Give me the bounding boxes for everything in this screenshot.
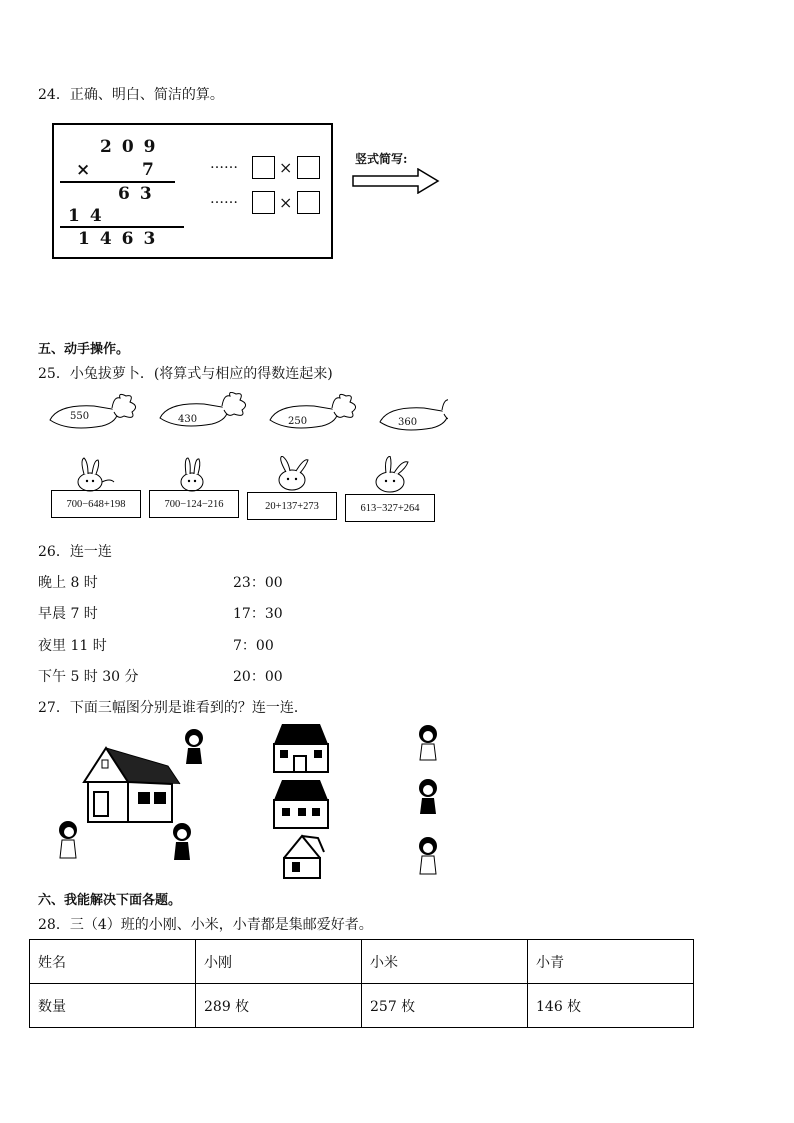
answer-box-2[interactable] — [297, 156, 320, 179]
child-icon — [419, 725, 437, 760]
mult-line-2 — [60, 226, 184, 228]
answer-box-3[interactable] — [252, 191, 275, 214]
section-5-heading: 五、动手操作。 — [38, 342, 130, 357]
house-with-children-picture — [48, 722, 228, 866]
child-icon — [185, 729, 203, 764]
partial-product-1: 63 — [118, 184, 162, 204]
mult-line-1 — [60, 181, 175, 183]
child-icon — [59, 821, 77, 858]
table-header-cell: 小米 — [362, 940, 528, 984]
right-arrow-icon — [352, 168, 440, 194]
rabbit-icon — [78, 458, 114, 491]
expression-box-3: 20+137+273 — [247, 492, 337, 520]
clock-time-1: 23：00 — [233, 575, 283, 591]
mult-result: 1463 — [78, 229, 166, 249]
table-header-cell: 小青 — [528, 940, 694, 984]
answer-box-4[interactable] — [297, 191, 320, 214]
child-icon — [419, 837, 437, 874]
mult-row2: 7 — [142, 160, 164, 180]
rabbit-icon — [376, 456, 408, 492]
time-phrase-1: 晚上 8 时 — [38, 575, 98, 591]
clock-time-4: 20：00 — [233, 669, 283, 685]
carrot-value-4: 360 — [398, 417, 418, 428]
clock-time-3: 7：00 — [233, 638, 274, 654]
arrow-label: 竖式简写: — [355, 152, 408, 166]
dots-2: …… — [210, 191, 238, 207]
q24-title: 24．正确、明白、简洁的算。 — [38, 87, 224, 103]
q27-title: 27．下面三幅图分别是谁看到的？连一连． — [38, 700, 308, 716]
q25-title: 25．小兔拔萝卜．(将算式与相应的得数连起来) — [38, 366, 333, 382]
stamp-count-table — [29, 939, 694, 1028]
expression-box-2: 700−124−216 — [149, 490, 239, 518]
answer-box-1[interactable] — [252, 156, 275, 179]
carrot-icon — [160, 392, 246, 426]
house-view-front-icon — [274, 724, 328, 772]
partial-product-2: 14 — [68, 206, 112, 226]
mult-row1: 209 — [100, 137, 166, 157]
table-cell: 289 枚 — [196, 984, 362, 1028]
table-row — [30, 984, 694, 1028]
times-1: × — [279, 158, 293, 177]
section-6-heading: 六、我能解决下面各题。 — [38, 893, 182, 908]
time-phrase-3: 夜里 11 时 — [38, 638, 107, 654]
dots-1: …… — [210, 156, 238, 172]
carrot-icon — [50, 394, 136, 428]
carrot-value-2: 430 — [178, 414, 198, 425]
carrot-value-3: 250 — [288, 416, 308, 427]
rabbit-icon — [279, 456, 308, 490]
table-header-cell: 姓名 — [30, 940, 196, 984]
table-cell: 257 枚 — [362, 984, 528, 1028]
table-header-cell: 小刚 — [196, 940, 362, 984]
q26-title: 26．连一连 — [38, 544, 112, 560]
children-choices — [410, 720, 454, 884]
carrots-row — [48, 392, 448, 438]
child-icon — [419, 779, 437, 814]
carrot-icon — [270, 394, 356, 428]
table-cell: 146 枚 — [528, 984, 694, 1028]
q28-title: 28．三（4）班的小刚、小米，小青都是集邮爱好者。 — [38, 917, 373, 933]
house-view-end-icon — [284, 836, 324, 878]
clock-time-2: 17：30 — [233, 606, 283, 622]
time-phrase-4: 下午 5 时 30 分 — [38, 669, 139, 685]
table-row — [30, 940, 694, 984]
rabbit-icon — [181, 458, 203, 491]
table-cell: 数量 — [30, 984, 196, 1028]
times-2: × — [279, 193, 293, 212]
big-house-icon — [84, 748, 180, 822]
carrot-value-1: 550 — [70, 411, 90, 422]
house-views — [268, 722, 334, 882]
mult-operator: × — [76, 160, 101, 180]
child-icon — [173, 823, 191, 860]
house-view-side-icon — [274, 780, 328, 828]
time-phrase-2: 早晨 7 时 — [38, 606, 98, 622]
vertical-multiplication-box — [52, 123, 333, 259]
expression-box-1: 700−648+198 — [51, 490, 141, 518]
expression-box-4: 613−327+264 — [345, 494, 435, 522]
